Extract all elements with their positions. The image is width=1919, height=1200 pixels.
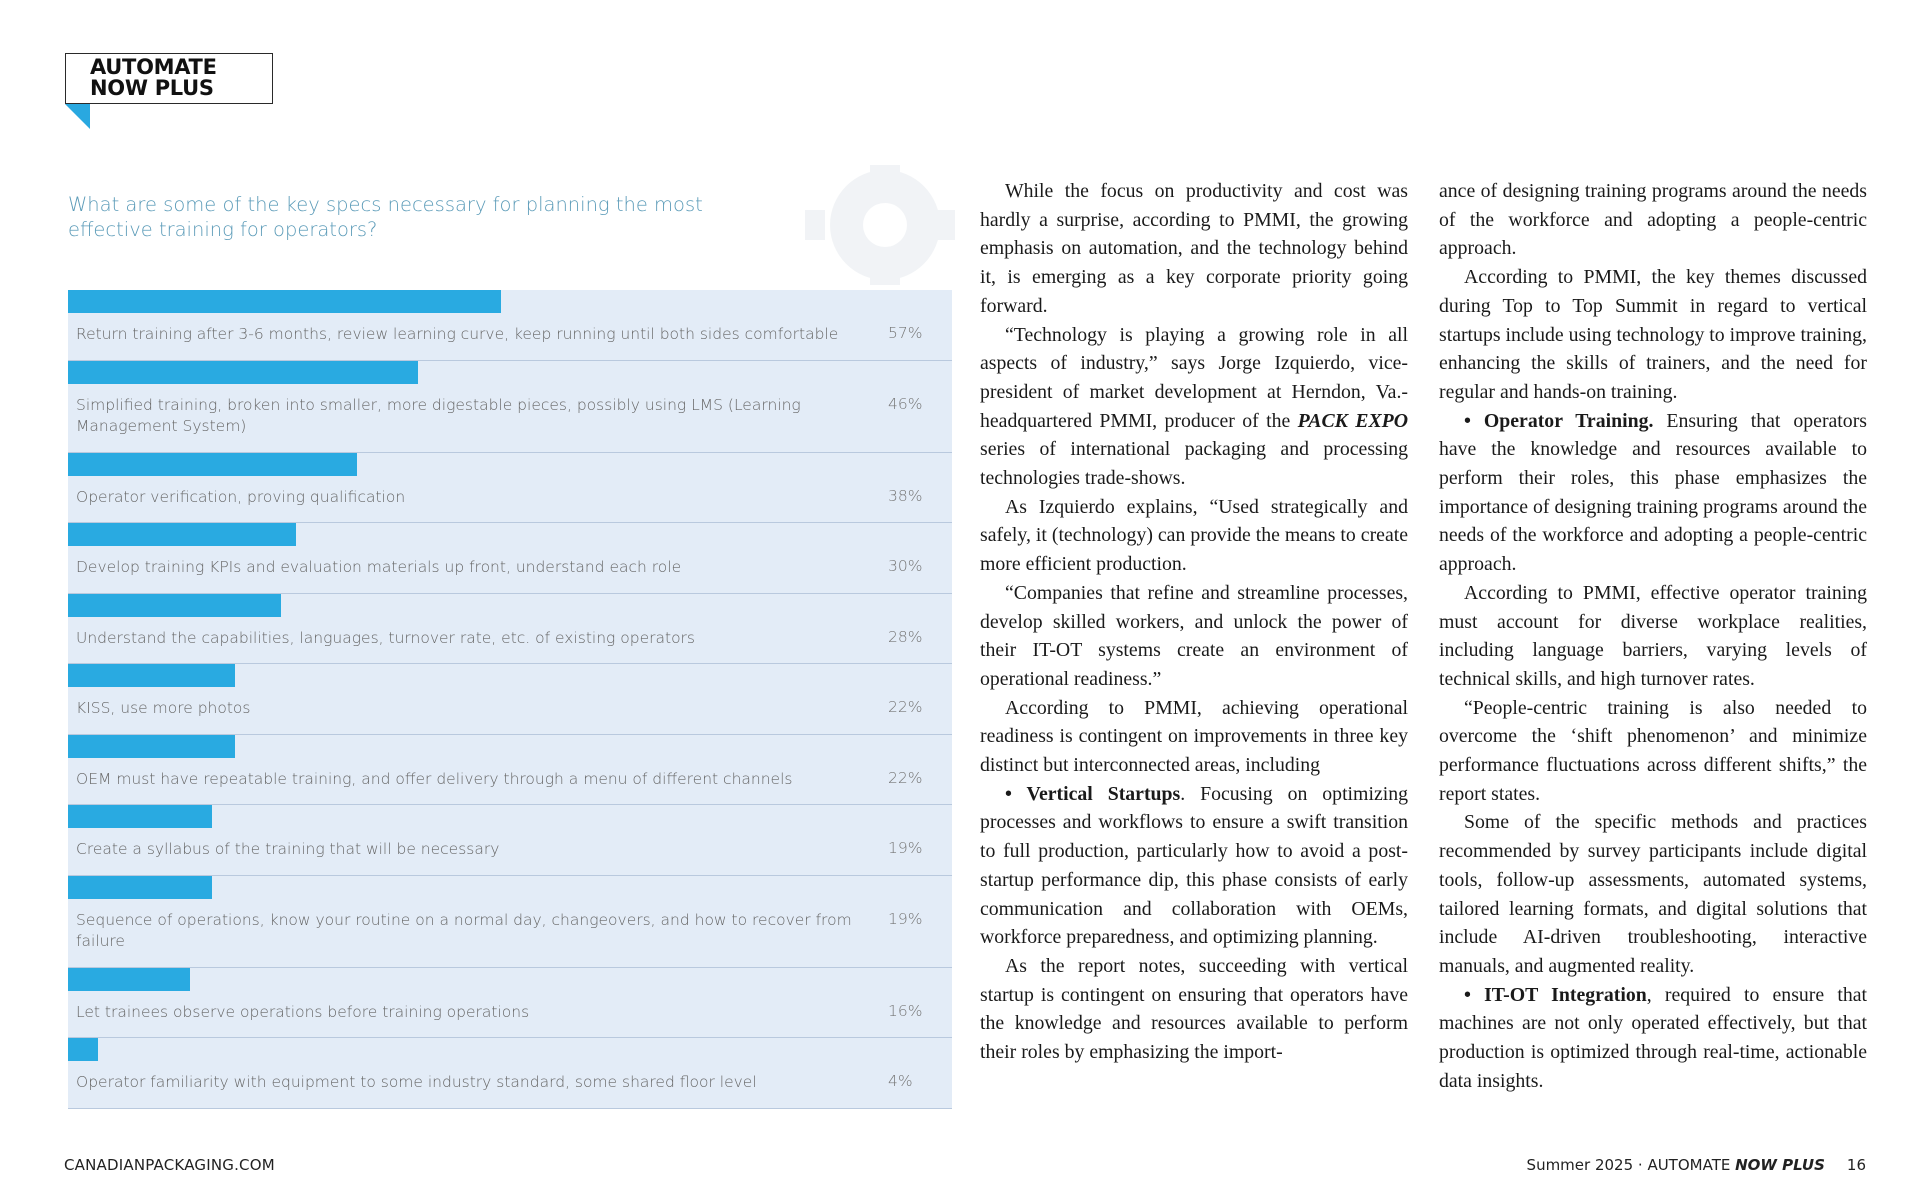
chart-bar bbox=[68, 290, 501, 313]
footer-issue-prefix: Summer 2025 · AUTOMATE bbox=[1526, 1156, 1736, 1174]
article-paragraph: According to PMMI, effective operator training must account for diverse workplace realities, including language barriers, varying levels of technical skills, and high turnover rates. bbox=[1439, 581, 1867, 690]
chart-row bbox=[68, 453, 952, 524]
chart-row bbox=[68, 735, 952, 806]
chart-value-label: 22% bbox=[888, 698, 923, 716]
event-name: PACK EXPO bbox=[1297, 409, 1409, 432]
article-paragraph: • IT-OT Integration, required to ensure that machines are not only operated effectively, but that production is optimized through real-time, actionable data insights. bbox=[1439, 983, 1867, 1092]
gear-watermark-icon bbox=[775, 165, 965, 295]
chart-row bbox=[68, 361, 952, 453]
chart-bar bbox=[68, 664, 235, 687]
article-paragraph: As the report notes, succeeding with vertical startup is contingent on ensuring that operators have the knowledge and resources available to perform their roles by emphasizing the import- bbox=[980, 954, 1408, 1064]
page-number: 16 bbox=[1846, 1156, 1866, 1174]
chart-value-label: 46% bbox=[888, 394, 923, 413]
chart-category-label: Operator verification, proving qualification bbox=[76, 487, 406, 506]
chart-category-label: Let trainees observe operations before training operations bbox=[76, 1002, 530, 1021]
logo-line-2: NOW PLUS bbox=[90, 76, 214, 100]
chart-category-label: Develop training KPIs and evaluation materials up front, understand each role bbox=[76, 558, 682, 576]
chart-category-label: Understand the capabilities, languages, turnover rate, etc. of existing operators bbox=[76, 628, 696, 647]
publication-logo bbox=[65, 53, 273, 104]
chart-bar bbox=[68, 735, 235, 758]
chart-row bbox=[68, 968, 952, 1039]
chart-row bbox=[68, 664, 952, 735]
chart-category-label: OEM must have repeatable training, and offer delivery through a menu of different channels bbox=[76, 769, 793, 788]
bullet-heading: • Operator Training. bbox=[1464, 409, 1654, 432]
article-paragraph: “Technology is playing a growing role in all aspects of industry,” says Jorge Izquierdo, vice-president of market development at Herndon, Va.-headquartered PMMI, producer of the PACK EXPO series of international packaging and processing technologies trade-shows. bbox=[980, 323, 1409, 490]
chart-value-label: 28% bbox=[888, 627, 923, 646]
bar-chart bbox=[68, 290, 952, 1109]
chart-category-label: Sequence of operations, know your routine on a normal day, changeovers, and how to recover from failure bbox=[76, 910, 852, 950]
chart-row bbox=[68, 1038, 952, 1109]
footer-issue bbox=[1527, 1156, 1866, 1174]
logo-corner-accent bbox=[65, 104, 90, 129]
article-paragraph: • Operator Training. Ensuring that operators have the knowledge and resources available to perform their roles, this phase emphasizes the importance of designing training programs around the needs of the workforce and adopting a people-centric approach. bbox=[1439, 409, 1867, 576]
chart-value-label: 30% bbox=[888, 557, 923, 575]
bullet-heading: • Vertical Startups bbox=[1005, 782, 1181, 805]
chart-value-label: 22% bbox=[888, 768, 923, 787]
chart-row bbox=[68, 805, 952, 876]
chart-category-label: KISS, use more photos bbox=[76, 699, 251, 717]
footer-site: CANADIANPACKAGING.COM bbox=[64, 1156, 275, 1174]
article-paragraph: According to PMMI, the key themes discussed during Top to Top Summit in regard to vertical startups include using technology to improve training, enhancing the skills of trainers, and the need for regular and hands-on training. bbox=[1439, 266, 1867, 403]
chart-title: What are some of the key specs necessary for planning the most effective training for operators? bbox=[68, 193, 703, 241]
chart-row bbox=[68, 594, 952, 665]
chart-bar bbox=[68, 594, 281, 617]
article-paragraph: As Izquierdo explains, “Used strategically and safely, it (technology) can provide the means to create more efficient production. bbox=[980, 495, 1408, 576]
logo-line-1: AUTOMATE bbox=[90, 55, 217, 79]
chart-category-label: Return training after 3-6 months, review learning curve, keep running until both sides comfortable bbox=[76, 325, 839, 343]
article-paragraph: “Companies that refine and streamline processes, develop skilled workers, and unlock the power of their IT-OT systems create an environment of operational readiness.” bbox=[980, 581, 1408, 690]
chart-row bbox=[68, 876, 952, 968]
chart-bar bbox=[68, 523, 296, 546]
article-paragraph: “People-centric training is also needed to overcome the ‘shift phenomenon’ and minimize performance fluctuations across different shifts,” the report states. bbox=[1439, 696, 1867, 805]
chart-bar bbox=[68, 453, 357, 476]
chart-bar bbox=[68, 361, 418, 384]
chart-bar bbox=[68, 968, 190, 991]
chart-category-label: Simplified training, broken into smaller, more digestable pieces, possibly using LMS (Learning Management System) bbox=[76, 395, 801, 435]
footer-issue-brand: NOW PLUS bbox=[1735, 1156, 1825, 1174]
chart-bar bbox=[68, 805, 212, 828]
bullet-heading: • IT-OT Integration bbox=[1464, 983, 1647, 1006]
chart-value-label: 19% bbox=[888, 839, 923, 857]
article-column-2 bbox=[1439, 177, 1867, 1096]
chart-category-label: Operator familiarity with equipment to some industry standard, some shared floor level bbox=[76, 1073, 757, 1091]
chart-row bbox=[68, 523, 952, 594]
chart-value-label: 4% bbox=[888, 1072, 913, 1090]
article-paragraph: According to PMMI, achieving operational readiness is contingent on improvements in three key distinct but interconnected areas, including bbox=[980, 696, 1408, 777]
chart-value-label: 16% bbox=[888, 1001, 923, 1020]
logo-text bbox=[90, 57, 217, 99]
chart-value-label: 38% bbox=[888, 486, 923, 505]
chart-row bbox=[68, 290, 952, 361]
chart-bar bbox=[68, 876, 212, 899]
chart-bar bbox=[68, 1038, 98, 1061]
chart-category-label: Create a syllabus of the training that will be necessary bbox=[76, 840, 500, 858]
chart-value-label: 57% bbox=[888, 324, 923, 342]
article-column-1 bbox=[980, 177, 1408, 1067]
article-paragraph: • Vertical Startups. Focusing on optimizing processes and workflows to ensure a swift transition to full production, particularly how to avoid a post-startup performance dip, this phase consists of early communication and collaboration with OEMs, workforce preparedness, and optimizing planning. bbox=[980, 782, 1408, 949]
article-paragraph: While the focus on productivity and cost was hardly a surprise, according to PMMI, the growing emphasis on automation, and the technology behind it, is emerging as a key corporate priority going forward. bbox=[980, 180, 1408, 317]
article-paragraph: Some of the specific methods and practices recommended by survey participants include digital tools, follow-up assessments, automated systems, tailored learning formats, and digital solutions that include AI-driven troubleshooting, interactive manuals, and augmented reality. bbox=[1439, 811, 1867, 977]
chart-value-label: 19% bbox=[888, 909, 923, 928]
article-paragraph: ance of designing training programs around the needs of the workforce and adopting a people-centric approach. bbox=[1439, 180, 1867, 260]
